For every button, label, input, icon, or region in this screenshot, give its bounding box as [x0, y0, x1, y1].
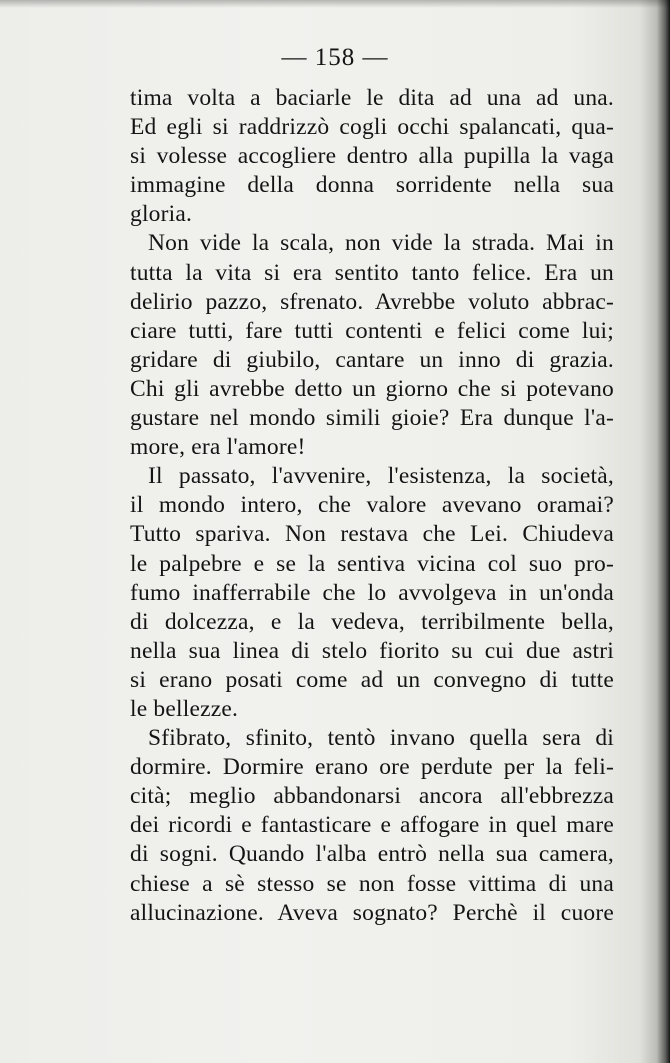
text-line: gustare nel mondo simili gioie? Era dunque l'a- — [130, 405, 614, 432]
page-top-edge — [0, 0, 670, 8]
text-line: Il passato, l'avvenire, l'esistenza, la società, — [148, 463, 614, 490]
text-line: chiese a sè stesso se non fosse vittima di una — [130, 870, 614, 897]
text-line: Sfibrato, sfinito, tentò invano quella sera di — [148, 725, 614, 752]
text-line: dei ricordi e fantasticare e affogare in quel mare — [130, 812, 614, 839]
text-line: gridare di giubilo, cantare un inno di grazia. — [130, 346, 614, 373]
text-line: il mondo intero, che valore avevano oramai? — [130, 492, 614, 519]
text-line: di sogni. Quando l'alba entrò nella sua camera, — [130, 841, 614, 868]
text-line: immagine della donna sorridente nella sua — [130, 172, 614, 199]
text-line: fumo inafferrabile che lo avvolgeva in un'onda — [130, 579, 614, 606]
text-line: Ed egli si raddrizzò cogli occhi spalancati, qua- — [130, 114, 614, 141]
text-line: ciare tutti, fare tutti contenti e felici come lui; — [130, 317, 614, 344]
text-line: gloria. — [130, 201, 193, 228]
text-line: Non vide la scala, non vide la strada. Mai in — [148, 230, 614, 257]
text-line: delirio pazzo, sfrenato. Avrebbe voluto abbrac- — [130, 288, 614, 315]
page-number: — 158 — — [281, 44, 389, 71]
text-line: si volesse accogliere dentro alla pupilla la vaga — [130, 143, 614, 170]
text-line: Chi gli avrebbe detto un giorno che si potevano — [130, 375, 614, 402]
text-line: tutta la vita si era sentito tanto felice. Era un — [130, 259, 614, 286]
text-line: cità; meglio abbandonarsi ancora all'ebbrezza — [130, 783, 614, 810]
text-line: allucinazione. Aveva sognato? Perchè il cuore — [130, 899, 614, 926]
body-text — [130, 84, 614, 928]
page-edge-shadow — [640, 0, 670, 1063]
text-line: di dolcezza, e la vedeva, terribilmente bella, — [130, 608, 614, 635]
text-line: tima volta a baciarle le dita ad una ad una. — [130, 85, 614, 111]
text-line: more, era l'amore! — [130, 434, 306, 461]
text-line: le palpebre e se la sentiva vicina col suo pro- — [130, 550, 614, 577]
text-line: nella sua linea di stelo fiorito su cui due astri — [130, 637, 614, 664]
text-line: Tutto spariva. Non restava che Lei. Chiudeva — [130, 521, 614, 548]
text-line: dormire. Dormire erano ore perdute per la feli- — [130, 754, 614, 781]
text-line: si erano posati come ad un convegno di tutte — [130, 666, 614, 693]
text-line: le bellezze. — [130, 695, 239, 722]
